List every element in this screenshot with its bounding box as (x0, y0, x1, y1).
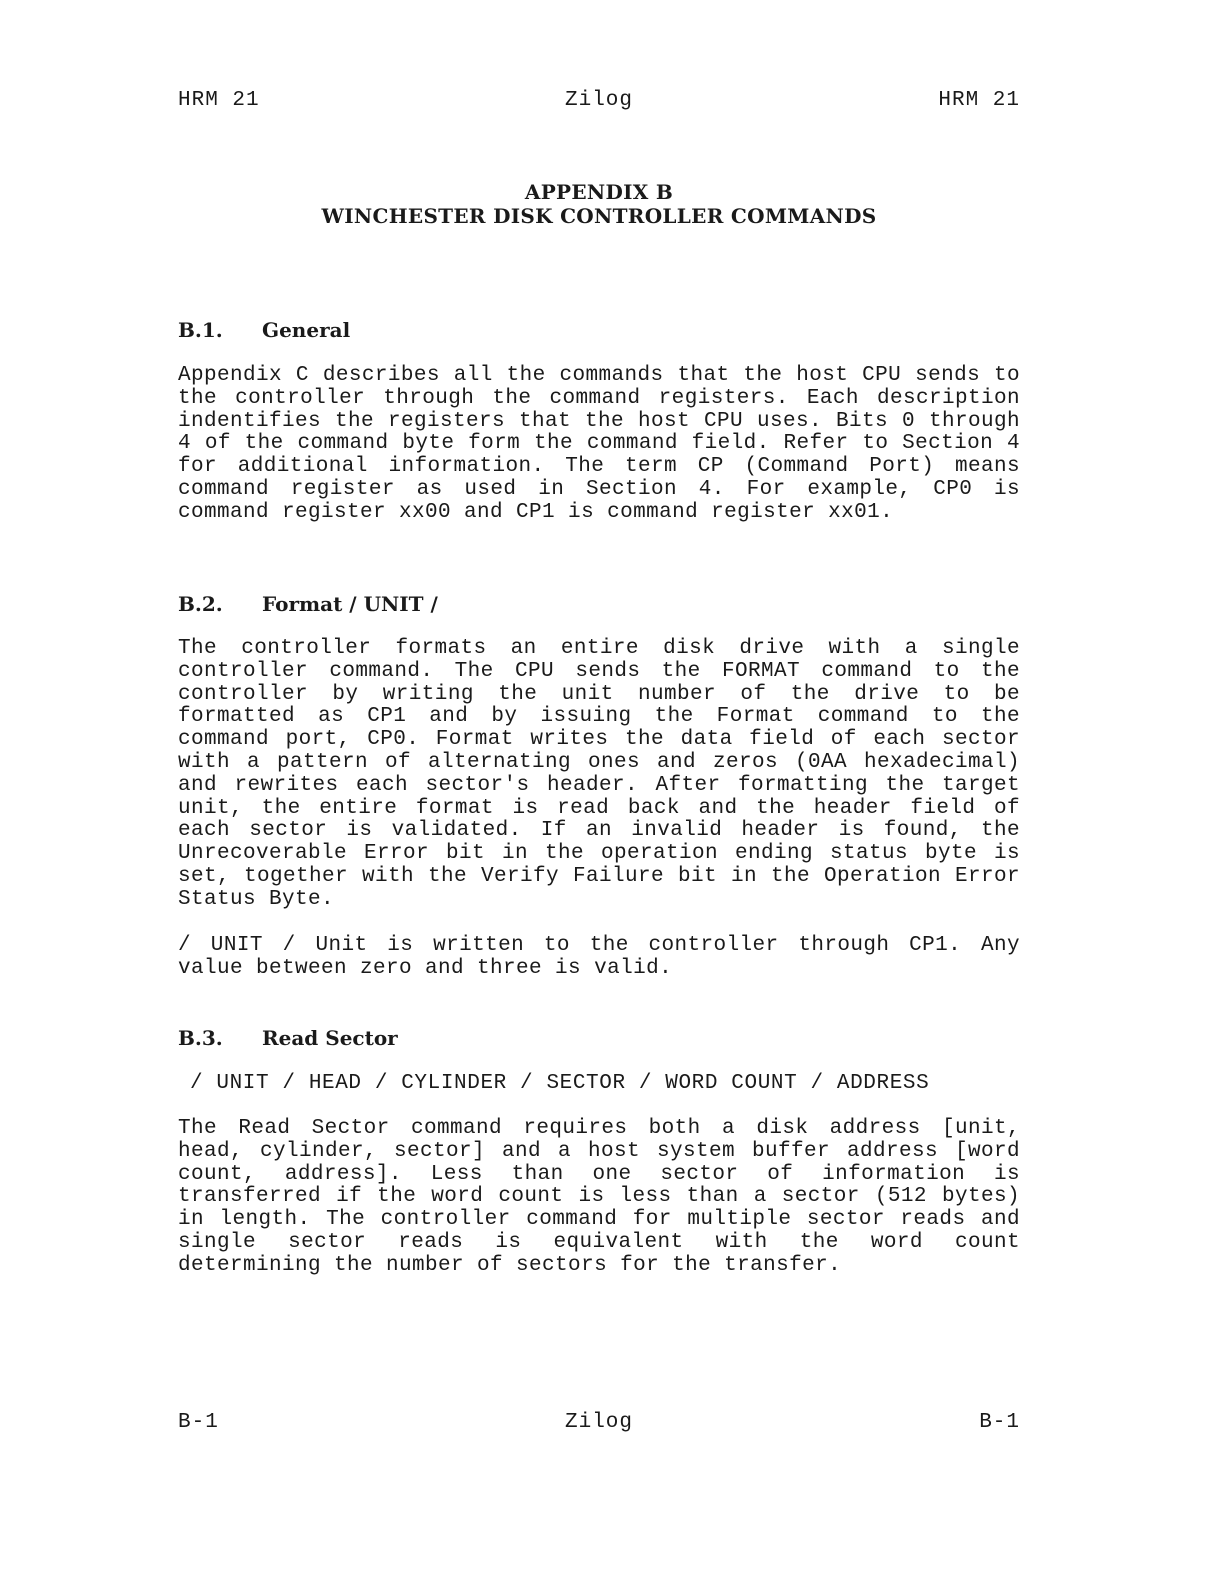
section-number: B.3. (178, 1026, 223, 1050)
command-parameters: / UNIT / HEAD / CYLINDER / SECTOR / WORD COUNT / ADDRESS (190, 1072, 930, 1095)
section-number: B.1. (178, 318, 223, 342)
section-title: Read Sector (262, 1026, 398, 1050)
appendix-title: APPENDIX B (524, 180, 674, 204)
paragraph-read-sector: The Read Sector command requires both a disk address [unit, head, cylinder, sector] and a host system buffer address [word count, address]. Less than one sector of information is transferred if the word count is less than a sector (512 bytes) in length. The controller command for multiple sector reads and single sector reads is equivalent with the word count determining the number of sectors for the transfer. (178, 1117, 1020, 1277)
section-title: General (262, 318, 351, 342)
footer-right: B-1 (979, 1411, 1020, 1434)
header-center: Zilog (564, 89, 633, 112)
section-number: B.2. (178, 592, 223, 616)
section-heading-b3 (178, 1024, 398, 1052)
section-heading-b1 (178, 316, 350, 344)
footer-left: B-1 (178, 1411, 219, 1434)
page-header (178, 86, 1020, 116)
header-right: HRM 21 (938, 89, 1020, 112)
appendix-subtitle: WINCHESTER DISK CONTROLLER COMMANDS (321, 204, 877, 228)
paragraph-unit: / UNIT / Unit is written to the controller through CP1. Any value between zero and three is valid. (178, 934, 1020, 980)
paragraph-general: Appendix C describes all the commands that the host CPU sends to the controller through the command registers. Each description indentifies the registers that the host CPU uses. Bits 0 through 4 of the command byte form the command field. Refer to Section 4 for additional information. The term CP (Command Port) means command register as used in Section 4. For example, CP0 is command register xx00 and CP1 is command register xx01. (178, 364, 1020, 524)
footer-center: Zilog (564, 1411, 633, 1434)
paragraph-format: The controller formats an entire disk drive with a single controller command. The CPU sends the FORMAT command to the controller by writing the unit number of the drive to be formatted as CP1 and by issuing the Format command to the command port, CP0. Format writes the data field of each sector with a pattern of alternating ones and zeros (0AA hexadecimal) and rewrites each sector's header. After formatting the target unit, the entire format is read back and the header field of each sector is validated. If an invalid header is found, the Unrecoverable Error bit in the operation ending status byte is set, together with the Verify Failure bit in the Operation Error Status Byte. (178, 637, 1020, 911)
section-heading-b2 (178, 590, 438, 618)
header-left: HRM 21 (178, 89, 260, 112)
section-title: Format / UNIT / (262, 592, 438, 616)
page-footer (178, 1408, 1020, 1438)
